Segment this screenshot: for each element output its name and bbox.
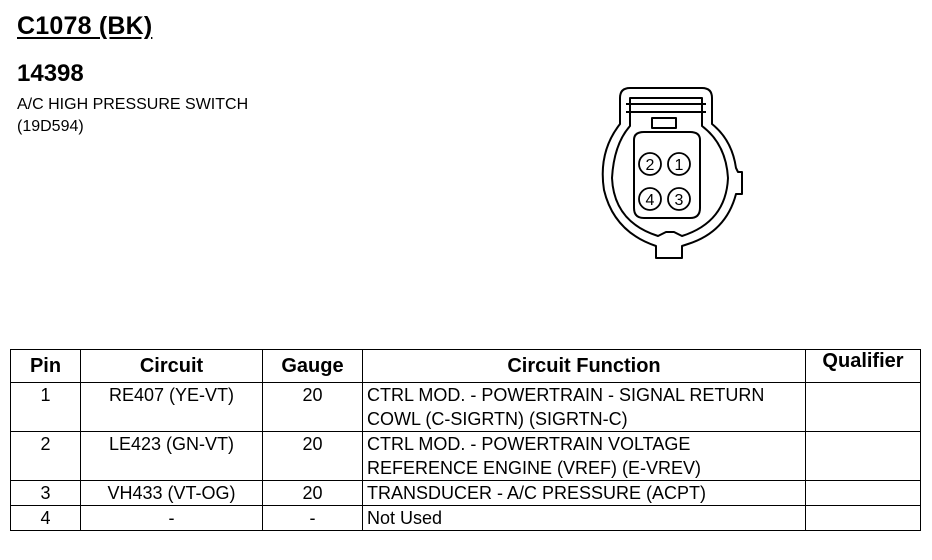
gauge-cell: -: [263, 506, 363, 531]
pin-cavity: [634, 132, 700, 218]
gauge-cell: 20: [263, 481, 363, 506]
pin-cell: 3: [11, 481, 81, 506]
latch-key: [652, 118, 676, 128]
pin-cell: 2: [11, 432, 81, 481]
table-row: [11, 383, 921, 432]
circuit-cell: -: [81, 506, 263, 531]
gauge-cell: 20: [263, 383, 363, 432]
qualifier-cell: [806, 481, 921, 506]
function-line: REFERENCE ENGINE (VREF) (E-VREV): [367, 458, 702, 478]
function-line: TRANSDUCER - A/C PRESSURE (ACPT): [367, 483, 707, 503]
table-header-row: [11, 350, 921, 383]
header-gauge: Gauge: [263, 350, 363, 383]
circuit-cell: LE423 (GN-VT): [81, 432, 263, 481]
circuit-cell: VH433 (VT-OG): [81, 481, 263, 506]
connector-id: C1078 (BK): [17, 12, 153, 40]
header-qualifier: Qualifier: [806, 350, 921, 383]
function-line: CTRL MOD. - POWERTRAIN - SIGNAL RETURN: [367, 385, 765, 405]
header-function: Circuit Function: [363, 350, 806, 383]
qualifier-cell: [806, 432, 921, 481]
header-pin: Pin: [11, 350, 81, 383]
pin-1-circle: [668, 153, 690, 175]
qualifier-cell: [806, 506, 921, 531]
pin-table: [10, 349, 921, 531]
pin-circles: [639, 153, 690, 210]
pin-cell: 4: [11, 506, 81, 531]
function-cell: [363, 481, 806, 506]
pin-2-circle: [639, 153, 661, 175]
pin-3-circle: [668, 188, 690, 210]
circuit-cell: RE407 (YE-VT): [81, 383, 263, 432]
pin-label: 2: [645, 157, 655, 174]
pin-label: 3: [674, 192, 684, 209]
part-code: (19D594): [17, 118, 84, 135]
pin-label: 4: [645, 192, 655, 209]
function-line: Not Used: [367, 508, 443, 528]
gauge-cell: 20: [263, 432, 363, 481]
function-cell: [363, 432, 806, 481]
function-line: COWL (C-SIGRTN) (SIGRTN-C): [367, 409, 628, 429]
function-cell: [363, 383, 806, 432]
pin-4-circle: [639, 188, 661, 210]
pin-cell: 1: [11, 383, 81, 432]
qualifier-cell: [806, 383, 921, 432]
function-line: CTRL MOD. - POWERTRAIN VOLTAGE: [367, 434, 691, 454]
table-row: [11, 506, 921, 531]
table-row: [11, 432, 921, 481]
header-circuit: Circuit: [81, 350, 263, 383]
pin-label: 1: [674, 157, 684, 174]
table-row: [11, 481, 921, 506]
connector-face-diagram: [590, 82, 750, 272]
part-description-block: [17, 94, 248, 138]
function-cell: [363, 506, 806, 531]
part-description: A/C HIGH PRESSURE SWITCH: [17, 96, 249, 113]
part-number: 14398: [17, 60, 84, 87]
